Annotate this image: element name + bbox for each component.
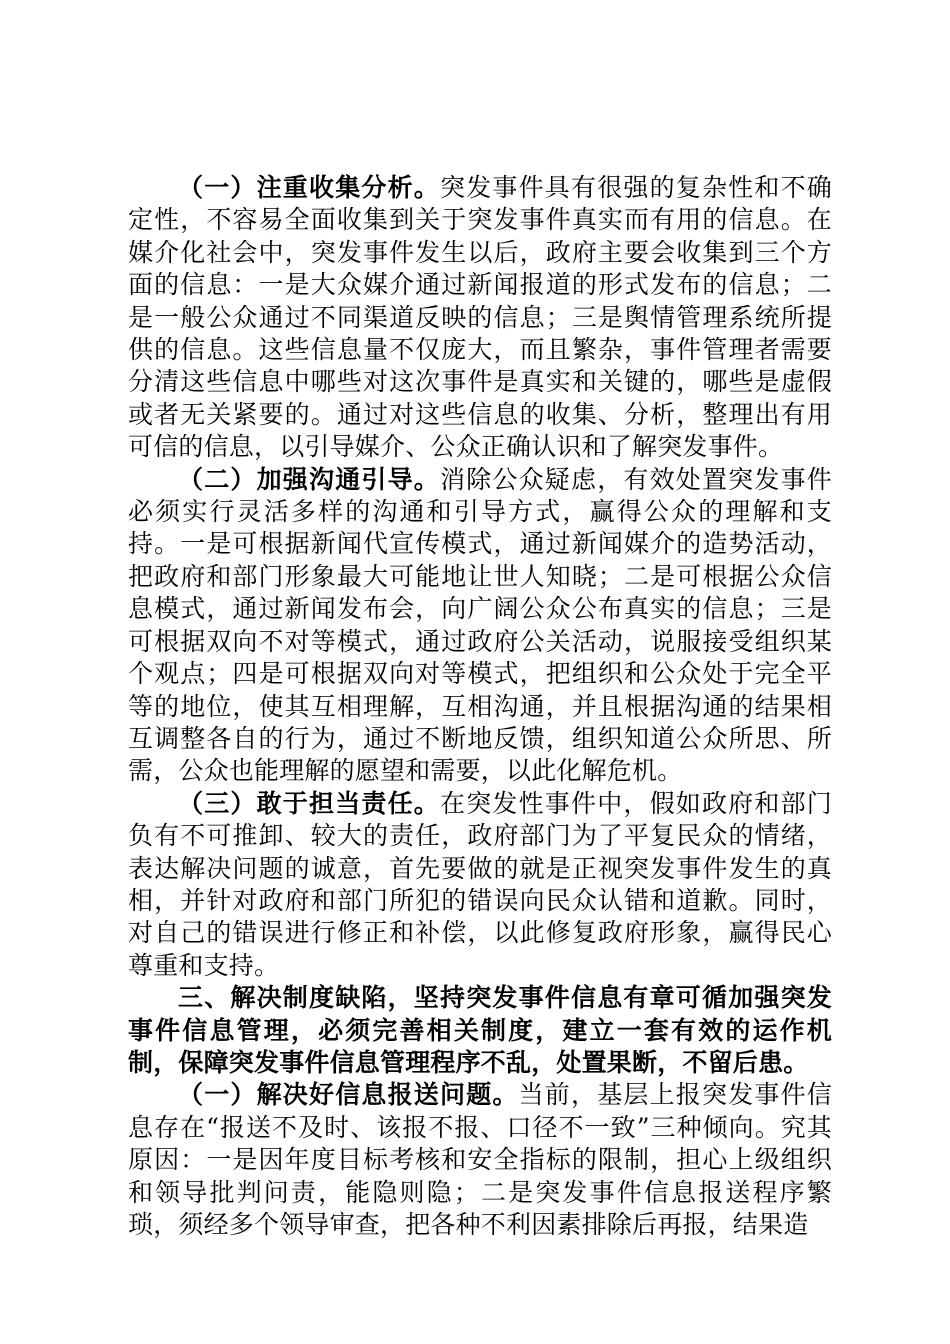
paragraph-communication-guidance (128, 464, 832, 788)
paragraph-take-responsibility (128, 788, 832, 982)
paragraph-heading: （三）敢于担当责任。 (178, 788, 440, 818)
paragraph-heading: （一）解决好信息报送问题。 (178, 1080, 519, 1110)
section-heading-three: 三、解决制度缺陷，坚持突发事件信息有章可循加强突发事件信息管理，必须完善相关制度，建立一套有效的运作机制，保障突发事件信息管理程序不乱，处置果断，不留后患。 (128, 983, 832, 1077)
paragraph-text: 当前，基层上报突发事件信息存在“报送不及时、该报不报、口径不一致”三种倾向。究其原因：一是因年度目标考核和安全指标的限制，担心上级组织和领导批判问责，能隐则隐；二是突发事件信息报送程序繁琐，须经多个领导审查，把各种不利因素排除后再报，结果造 (128, 1080, 832, 1239)
paragraph-collect-analyze (128, 172, 832, 464)
paragraph-heading: （一）注重收集分析。 (178, 173, 440, 202)
paragraph-information-reporting (128, 1079, 832, 1241)
paragraph-heading: （二）加强沟通引导。 (178, 464, 440, 494)
paragraph-text: 消除公众疑虑，有效处置突发事件必须实行灵活多样的沟通和引导方式，赢得公众的理解和支持。一是可根据新闻代宣传模式，通过新闻媒介的造势活动，把政府和部门形象最大可能地让世人知晓；二是可根据公众信息模式，通过新闻发布会，向广阔公众公布真实的信息；三是可根据双向不对等模式，通过政府公关活动，说服接受组织某个观点；四是可根据双向对等模式，把组织和公众处于完全平等的地位，使其互相理解，互相沟通，并且根据沟通的结果相互调整各自的行为，通过不断地反馈，组织知道公众所思、所需，公众也能理解的愿望和需要，以此化解危机。 (128, 464, 832, 786)
paragraph-text: 突发事件具有很强的复杂性和不确定性，不容易全面收集到关于突发事件真实而有用的信息。在媒介化社会中，突发事件发生以后，政府主要会收集到三个方面的信息：一是大众媒介通过新闻报道的形式发布的信息；二是一般公众通过不同渠道反映的信息；三是舆情管理系统所提供的信息。这些信息量不仅庞大，而且繁杂，事件管理者需要分清这些信息中哪些对这次事件是真实和关键的，哪些是虚假或者无关紧要的。通过对这些信息的收集、分析，整理出有用可信的信息，以引导媒介、公众正确认识和了解突发事件。 (128, 173, 832, 462)
document-body (128, 172, 832, 1241)
paragraph-text: 在突发性事件中，假如政府和部门负有不可推卸、较大的责任，政府部门为了平复民众的情绪，表达解决问题的诚意，首先要做的就是正视突发事件发生的真相，并针对政府和部门所犯的错误向民众认错和道歉。同时，对自己的错误进行修正和补偿，以此修复政府形象，赢得民心尊重和支持。 (128, 788, 832, 980)
